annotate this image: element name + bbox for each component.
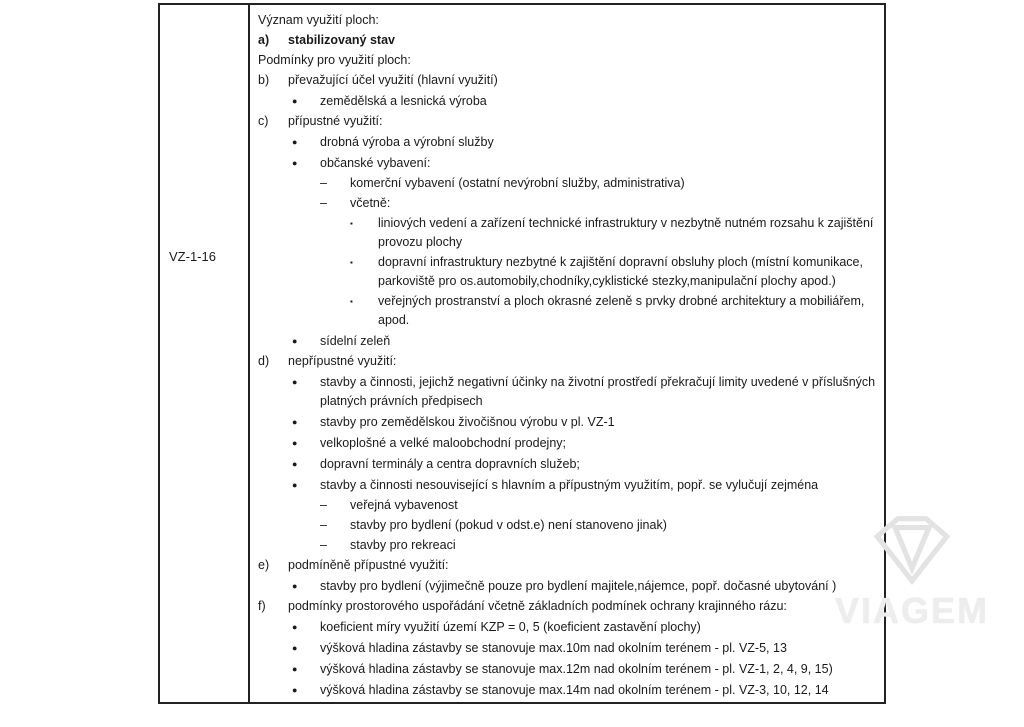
item-text: koeficient míry využití území KZP = 0, 5 (koeficient zastavění plochy)	[320, 620, 701, 634]
regulation-table	[158, 3, 886, 704]
list-item	[292, 133, 878, 152]
list-item	[292, 373, 878, 411]
list-item	[320, 516, 878, 535]
list-item	[292, 476, 878, 495]
bullet-marker-icon: ●	[292, 622, 298, 632]
list-item	[350, 214, 878, 252]
list-item	[258, 352, 878, 371]
list-item	[320, 194, 878, 213]
bullet-marker-icon: ●	[292, 664, 298, 674]
bullet-marker-icon: ●	[292, 581, 298, 591]
list-item	[320, 174, 878, 193]
list-item	[320, 536, 878, 555]
item-text: stavby pro bydlení (výjimečně pouze pro bydlení majitele,nájemce, popř. dočasné ubytování )	[320, 579, 837, 593]
item-text: převažující účel využití (hlavní využití)	[288, 73, 498, 87]
watermark-text: VIAGEM	[834, 590, 989, 631]
item-label: e)	[258, 558, 270, 572]
item-text: stavby pro zemědělskou živočišnou výrobu v pl. VZ-1	[320, 415, 615, 429]
item-text: veřejná vybavenost	[350, 498, 458, 512]
item-text: nepřípustné využití:	[288, 354, 397, 368]
item-text: liniových vedení a zařízení technické infrastruktury v nezbytně nutném rozsahu k zajištění provozu plochy	[378, 216, 874, 249]
list-item	[292, 660, 878, 679]
bullet-marker-icon: ●	[292, 158, 298, 168]
list-item	[292, 154, 878, 173]
dash-marker-icon: –	[320, 498, 327, 512]
item-text: dopravní terminály a centra dopravních služeb;	[320, 457, 580, 471]
item-text: sídelní zeleň	[320, 334, 391, 348]
list-item	[258, 71, 878, 90]
item-text: drobná výroba a výrobní služby	[320, 135, 494, 149]
item-text: stavby pro bydlení (pokud v odst.e) není stanoveno jinak)	[350, 518, 667, 532]
item-text: stabilizovaný stav	[288, 33, 395, 47]
bullet-marker-icon: ●	[292, 377, 298, 387]
bullet-marker-icon: ●	[292, 417, 298, 427]
bullet-marker-icon: ●	[292, 643, 298, 653]
item-text: stavby a činnosti nesouvisející s hlavním a přípustným využitím, popř. se vylučují zejména	[320, 478, 819, 492]
bullet-marker-icon: ●	[292, 480, 298, 490]
list-item	[258, 51, 878, 70]
content-cell	[250, 5, 884, 702]
list-item	[292, 577, 878, 596]
item-label: c)	[258, 114, 269, 128]
item-text: zemědělská a lesnická výroba	[320, 94, 487, 108]
list-item	[350, 292, 878, 330]
bullet-marker-icon: ●	[292, 438, 298, 448]
list-item	[292, 413, 878, 432]
list-item	[258, 112, 878, 131]
list-item	[292, 455, 878, 474]
row-id-cell	[160, 5, 250, 702]
list-item	[258, 31, 878, 50]
list-item	[258, 597, 878, 616]
item-text: komerční vybavení (ostatní nevýrobní služby, administrativa)	[350, 176, 685, 190]
list-item	[320, 496, 878, 515]
item-text: výšková hladina zástavby se stanovuje max.14m nad okolním terénem - pl. VZ-3, 10, 12, 14	[320, 683, 829, 697]
square-marker-icon: ▪	[350, 258, 353, 267]
item-label: b)	[258, 73, 270, 87]
item-text: veřejných prostranství a ploch okrasné zeleně s prvky drobné architektury a mobiliářem, apod.	[378, 294, 865, 327]
list-item	[292, 92, 878, 111]
item-text: Význam využití ploch:	[258, 13, 379, 27]
dash-marker-icon: –	[320, 196, 327, 210]
item-label: a)	[258, 33, 270, 47]
list-item	[350, 253, 878, 291]
item-text: stavby a činnosti, jejichž negativní účinky na životní prostředí překračují limity uvedené v příslušných platných právních předpisech	[320, 375, 876, 408]
list-item	[258, 556, 878, 575]
list-item	[292, 434, 878, 453]
bullet-marker-icon: ●	[292, 96, 298, 106]
row-id: VZ-1-16	[169, 249, 216, 264]
dash-marker-icon: –	[320, 538, 327, 552]
list-item	[258, 11, 878, 30]
item-text: výšková hladina zástavby se stanovuje max.10m nad okolním terénem - pl. VZ-5, 13	[320, 641, 787, 655]
dash-marker-icon: –	[320, 176, 327, 190]
item-text: dopravní infrastruktury nezbytné k zajištění dopravní obsluhy ploch (místní komunikace, parkoviště pro os.automobily,chodníky,cyklistické stezky,manipulační plochy apod.)	[378, 255, 863, 288]
square-marker-icon: ▪	[350, 219, 353, 228]
item-text: podmínky prostorového uspořádání včetně základních podmínek ochrany krajinného rázu:	[288, 599, 787, 613]
list-item	[292, 618, 878, 637]
item-text: výšková hladina zástavby se stanovuje max.12m nad okolním terénem - pl. VZ-1, 2, 4, 9, 15)	[320, 662, 833, 676]
dash-marker-icon: –	[320, 518, 327, 532]
item-text: stavby pro rekreaci	[350, 538, 456, 552]
item-text: přípustné využití:	[288, 114, 383, 128]
list-item	[292, 639, 878, 658]
item-text: Podmínky pro využití ploch:	[258, 53, 411, 67]
bullet-marker-icon: ●	[292, 459, 298, 469]
list-item	[292, 332, 878, 351]
square-marker-icon: ▪	[350, 297, 353, 306]
list-item	[292, 681, 878, 700]
item-text: včetně:	[350, 196, 391, 210]
bullet-marker-icon: ●	[292, 137, 298, 147]
item-text: podmíněně přípustné využití:	[288, 558, 449, 572]
bullet-marker-icon: ●	[292, 685, 298, 695]
item-label: f)	[258, 599, 266, 613]
item-text: velkoplošné a velké maloobchodní prodejny;	[320, 436, 566, 450]
bullet-marker-icon: ●	[292, 336, 298, 346]
item-label: d)	[258, 354, 270, 368]
item-text: občanské vybavení:	[320, 156, 431, 170]
